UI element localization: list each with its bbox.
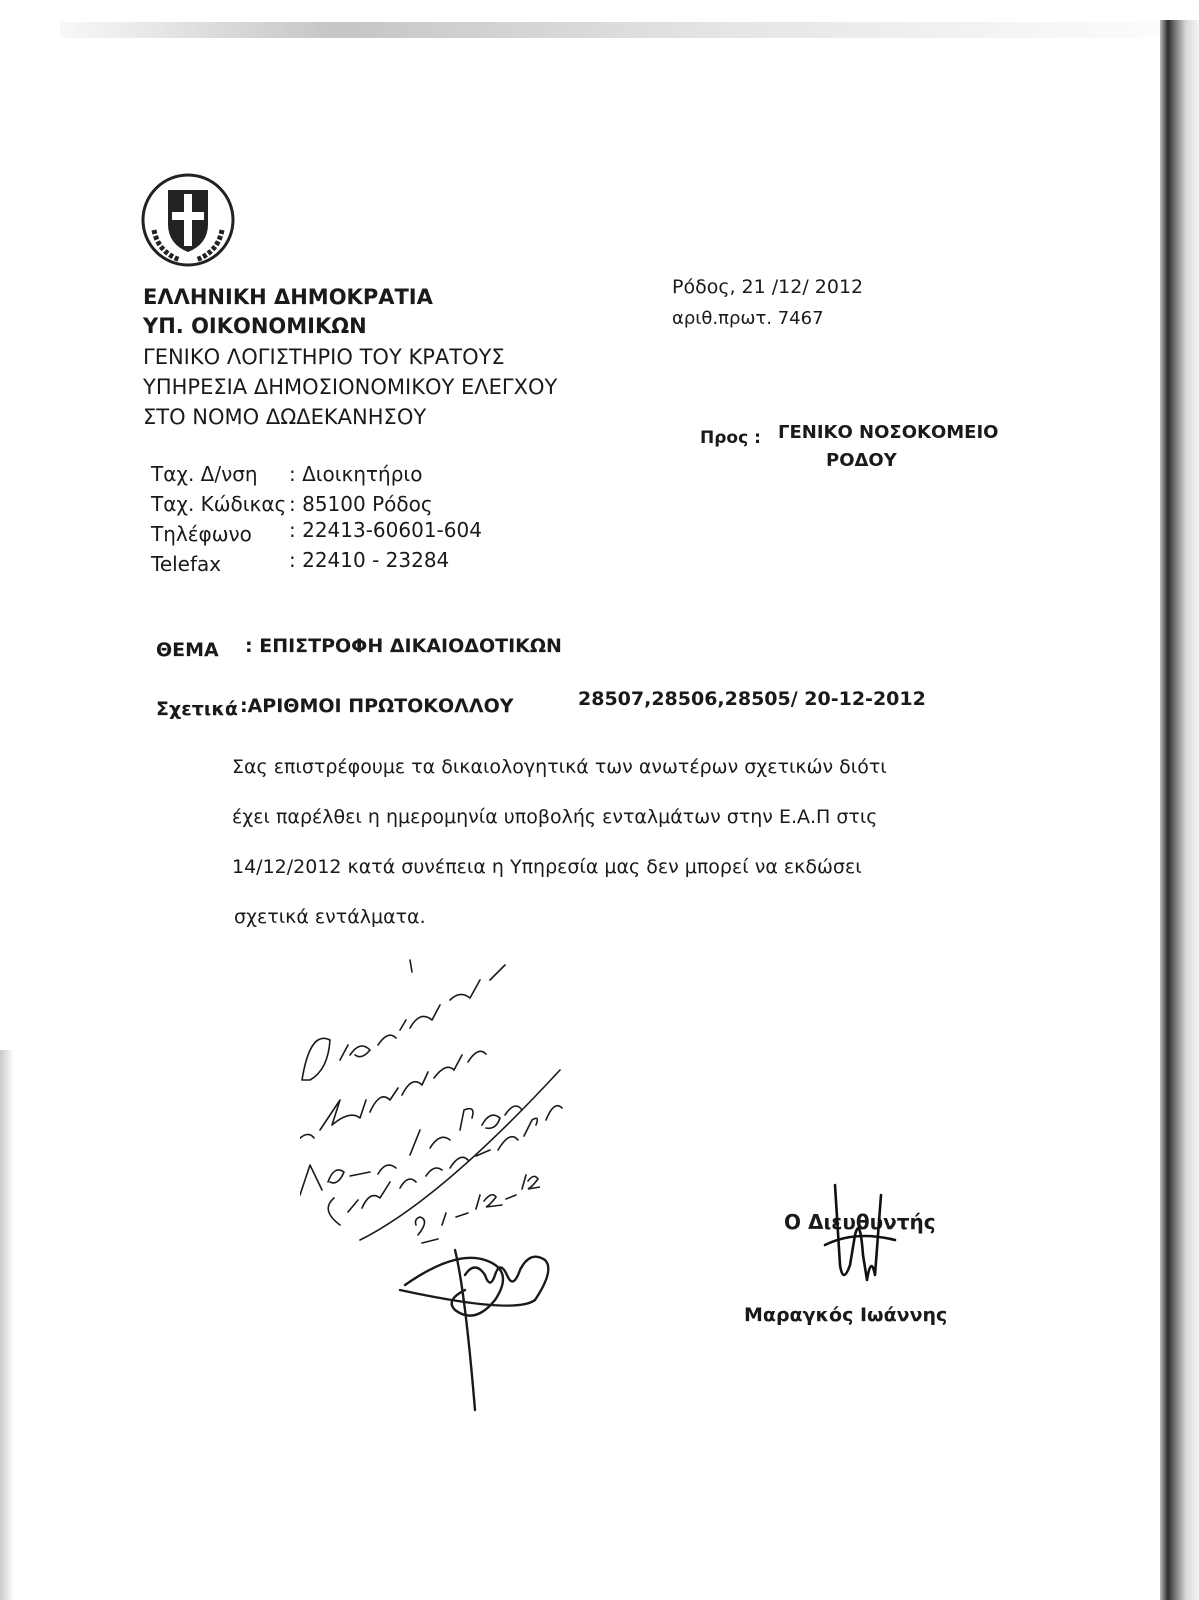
sender-line-5: ΣΤΟ ΝΟΜΟ ΔΩΔΕΚΑΝΗΣΟΥ: [143, 405, 427, 429]
contact-value: : 22413-60601-604: [289, 518, 482, 542]
signatory-name: Μαραγκός Ιωάννης: [744, 1304, 948, 1326]
related-label: Σχετικά: [156, 698, 238, 720]
protocol-number: αριθ.πρωτ. 7467: [672, 308, 824, 329]
body-line: 14/12/2012 κατά συνέπεια η Υπηρεσία μας δεν μπορεί να εκδώσει: [232, 856, 862, 878]
sender-line-2: ΥΠ. ΟΙΚΟΝΟΜΙΚΩΝ: [143, 314, 367, 338]
contact-label: Ταχ. Δ/νση: [151, 462, 258, 486]
document-date: Ρόδος, 21 /12/ 2012: [672, 276, 864, 298]
scan-shadow-top: [60, 22, 1160, 38]
related-value: :ΑΡΙΘΜΟΙ ΠΡΩΤΟΚΟΛΛΟΥ: [240, 695, 514, 717]
contact-label: Τηλέφωνο: [151, 522, 252, 546]
related-numbers: 28507,28506,28505/ 20-12-2012: [578, 688, 926, 710]
contact-label: Telefax: [151, 552, 222, 576]
body-line: σχετικά εντάλματα.: [234, 906, 426, 928]
greek-emblem-icon: [140, 172, 236, 268]
body-line: έχει παρέλθει η ημερομηνία υποβολής ενταλμάτων στην Ε.Α.Π στις: [232, 806, 878, 828]
handwritten-signature: [395, 1230, 585, 1420]
scan-shadow-right: [1160, 20, 1199, 1600]
contact-value: : 85100 Ρόδος: [289, 492, 433, 516]
recipient-line-1: ΓΕΝΙΚΟ ΝΟΣΟΚΟΜΕΙΟ: [778, 422, 999, 443]
sender-line-3: ΓΕΝΙΚΟ ΛΟΓΙΣΤΗΡΙΟ ΤΟΥ ΚΡΑΤΟΥΣ: [143, 345, 505, 369]
sender-line-1: ΕΛΛΗΝΙΚΗ ΔΗΜΟΚΡΑΤΙΑ: [143, 285, 433, 309]
contact-value: : Διοικητήριο: [289, 462, 423, 486]
contact-value: : 22410 - 23284: [289, 548, 450, 572]
recipient-line-2: ΡΟΔΟΥ: [826, 450, 897, 471]
director-signature: [815, 1175, 915, 1305]
scan-shadow-left: [0, 1050, 14, 1600]
subject-value: : ΕΠΙΣΤΡΟΦΗ ΔΙΚΑΙΟΔΟΤΙΚΩΝ: [245, 635, 562, 657]
recipient-prefix: Προς :: [700, 428, 761, 448]
contact-label: Ταχ. Κώδικας: [151, 492, 287, 516]
body-line: Σας επιστρέφουμε τα δικαιολογητικά των ανωτέρων σχετικών διότι: [232, 756, 887, 778]
subject-label: ΘΕΜΑ: [156, 639, 219, 661]
signatory-title: Ο Διευθυντής: [784, 1210, 936, 1234]
sender-line-4: ΥΠΗΡΕΣΙΑ ΔΗΜΟΣΙΟΝΟΜΙΚΟΥ ΕΛΕΓΧΟΥ: [143, 375, 558, 399]
